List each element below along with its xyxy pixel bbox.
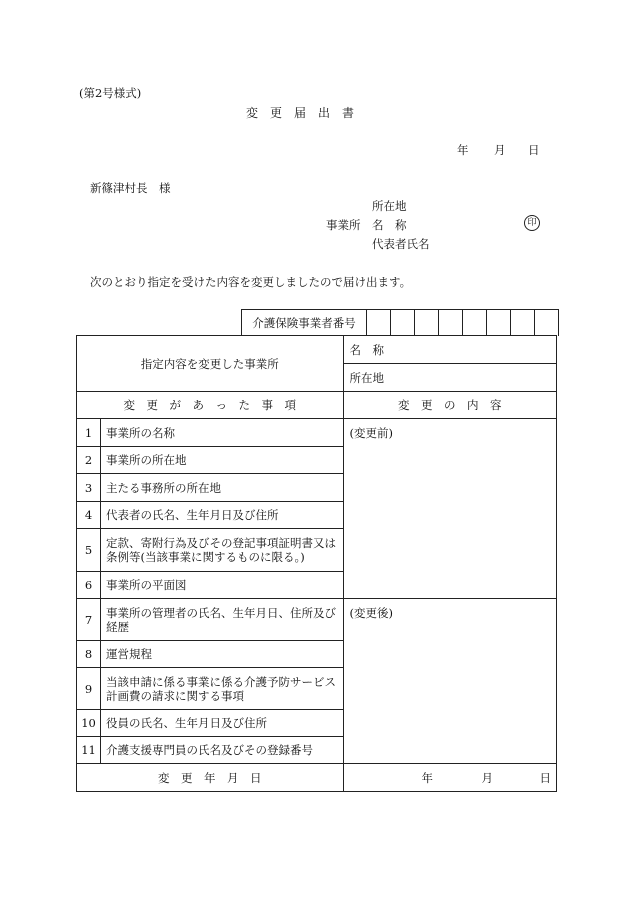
item-number: 1 xyxy=(77,419,101,447)
after-change-field[interactable] xyxy=(343,599,556,764)
change-date-label: 変 更 年 月 日 xyxy=(77,764,344,792)
insurer-number-cell[interactable] xyxy=(511,310,535,336)
date-month-label: 月 xyxy=(494,143,506,157)
item-text: 事業所の所在地 xyxy=(101,447,344,474)
before-change-label: (変更前) xyxy=(349,426,394,440)
item-text: 代表者の氏名、生年月日及び住所 xyxy=(101,502,344,529)
office-name-field[interactable] xyxy=(343,336,556,364)
item-number: 5 xyxy=(77,529,101,572)
insurer-number-cell[interactable] xyxy=(487,310,511,336)
insurer-number-cell[interactable] xyxy=(367,310,391,336)
insurer-number-cell[interactable] xyxy=(463,310,487,336)
applicant-office-label: 事業所 xyxy=(326,218,361,232)
change-date-field[interactable] xyxy=(343,764,556,792)
item-text: 事業所の平面図 xyxy=(101,572,344,599)
item-number: 8 xyxy=(77,641,101,668)
item-text: 定款、寄附行為及びその登記事項証明書又は条例等(当該事業に関するものに限る。) xyxy=(101,529,344,572)
item-number: 6 xyxy=(77,572,101,599)
change-date-month-label: 月 xyxy=(481,771,494,785)
applicant-name-label: 名 称 xyxy=(372,218,407,232)
item-number: 7 xyxy=(77,599,101,641)
item-number: 9 xyxy=(77,668,101,710)
insurer-number-cell[interactable] xyxy=(535,310,558,336)
office-location-field[interactable] xyxy=(343,364,556,392)
item-number: 2 xyxy=(77,447,101,474)
insurer-number-cell[interactable] xyxy=(415,310,439,336)
document-title: 変 更 届 出 書 xyxy=(246,106,355,120)
applicant-representative-label: 代表者氏名 xyxy=(372,237,430,251)
items-column-header: 変 更 が あ っ た 事 項 xyxy=(77,392,344,419)
seal-mark: 印 xyxy=(524,215,540,231)
item-text: 運営規程 xyxy=(101,641,344,668)
form-number: (第2号様式) xyxy=(79,86,142,100)
item-number: 3 xyxy=(77,474,101,502)
change-date-year-label: 年 xyxy=(421,771,434,785)
addressee: 新篠津村長 様 xyxy=(90,181,171,195)
change-items-table xyxy=(76,335,557,792)
after-change-label: (変更後) xyxy=(349,606,394,620)
date-day-label: 日 xyxy=(528,143,540,157)
item-number: 4 xyxy=(77,502,101,529)
insurer-number-cell[interactable] xyxy=(391,310,415,336)
item-number: 11 xyxy=(77,737,101,764)
insurer-number-box xyxy=(241,309,559,336)
item-text: 介護支援専門員の氏名及びその登録番号 xyxy=(101,737,344,764)
item-number: 10 xyxy=(77,710,101,737)
change-date-day-label: 日 xyxy=(539,771,552,785)
item-text: 役員の氏名、生年月日及び住所 xyxy=(101,710,344,737)
insurer-number-label: 介護保険事業者番号 xyxy=(242,310,367,336)
before-change-field[interactable] xyxy=(343,419,556,599)
notice-text: 次のとおり指定を受けた内容を変更しましたので届け出ます。 xyxy=(90,275,412,289)
office-location-label: 所在地 xyxy=(349,370,385,385)
applicant-location-label: 所在地 xyxy=(372,199,407,213)
item-text: 事業所の管理者の氏名、生年月日、住所及び経歴 xyxy=(101,599,344,641)
date-year-label: 年 xyxy=(457,143,469,157)
office-section-label: 指定内容を変更した事業所 xyxy=(77,336,344,392)
office-name-label: 名 称 xyxy=(349,342,385,357)
insurer-number-cell[interactable] xyxy=(439,310,463,336)
content-column-header: 変 更 の 内 容 xyxy=(343,392,556,419)
item-text: 当該申請に係る事業に係る介護予防サービス計画費の請求に関する事項 xyxy=(101,668,344,710)
item-text: 事業所の名称 xyxy=(101,419,344,447)
item-text: 主たる事務所の所在地 xyxy=(101,474,344,502)
